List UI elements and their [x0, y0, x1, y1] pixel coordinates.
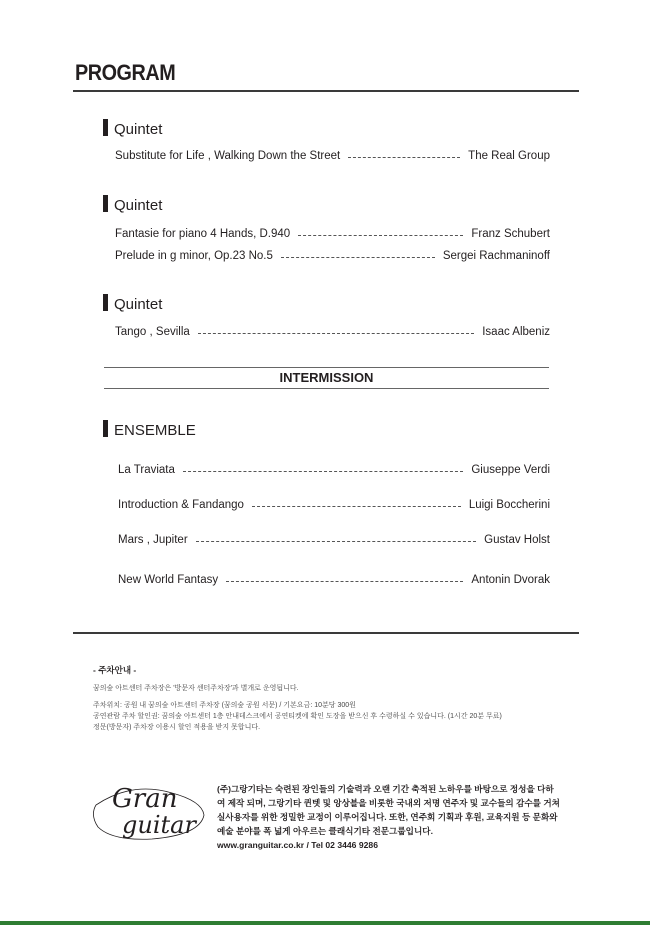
section-marker [103, 119, 108, 136]
section-marker [103, 420, 108, 437]
program-row [115, 250, 550, 262]
piece-title: Mars , Jupiter [118, 534, 188, 546]
program-bottom-divider [73, 632, 579, 634]
composer-name: Luigi Boccherini [468, 499, 550, 511]
leader-dots [226, 581, 463, 582]
program-row [118, 574, 550, 586]
parking-line: 주차위치: 공원 내 꿈의숲 아트센터 주차장 (꿈의숲 공원 서문) / 기본요금: 10분당 300원 [93, 702, 356, 709]
composer-name: Gustav Holst [484, 534, 550, 546]
program-row [115, 228, 550, 240]
leader-dots [198, 333, 474, 334]
intermission-top-rule [104, 367, 549, 368]
leader-dots [348, 157, 460, 158]
program-row [115, 326, 550, 338]
composer-name: Antonin Dvorak [471, 574, 550, 586]
program-row [118, 499, 550, 511]
piece-title: La Traviata [118, 464, 175, 476]
section-heading [103, 195, 162, 214]
section-label: Quintet [114, 197, 163, 214]
granguitar-logo [92, 775, 207, 845]
intermission-bottom-rule [104, 388, 549, 389]
piece-title: Substitute for Life , Walking Down the Street [115, 150, 341, 162]
section-label: Quintet [114, 121, 163, 138]
company-name: (주)그랑기타 [217, 784, 265, 794]
program-row [118, 464, 550, 476]
composer-name: Sergei Rachmaninoff [442, 250, 550, 262]
section-marker [103, 294, 108, 311]
intermission-label: INTERMISSION [279, 370, 374, 385]
leader-dots [298, 235, 463, 236]
program-row [118, 534, 550, 546]
footer-accent-line [0, 921, 650, 925]
company-description: 는 숙련된 장인들의 기술력과 오랜 기간 축적된 노하우를 바탕으로 정성을 다하여 제작 되며, 그랑기타 퀸텟 및 앙상블을 비롯한 국내외 저명 연주자 및 교수들의 감수를 거쳐 실사용자를 위한 정밀한 교정이 이루어집니다. 또한, 연주회 기획과 후원, 교육지원 등 문화와 예술 분야를 폭 넓게 아우르는 클래식기타 전문그룹입니다. [217, 784, 560, 836]
piece-title: New World Fantasy [118, 574, 219, 586]
parking-line: 꿈의숲 아트센터 주차장은 '방문자 센터주차장'과 별개로 운영됩니다. [93, 685, 299, 692]
leader-dots [281, 257, 435, 258]
composer-name: Franz Schubert [471, 228, 550, 240]
parking-line: 공연관람 주차 할인권: 꿈의숲 아트센터 1층 안내데스크에서 공연티켓에 확인 도장을 받으신 후 수령하실 수 있습니다. (1시간 20분 무료) [93, 713, 502, 720]
section-heading [103, 420, 196, 439]
company-contact: www.granguitar.co.kr / Tel 02 3446 9286 [217, 840, 378, 850]
section-label: ENSEMBLE [114, 422, 196, 439]
title-divider [73, 90, 579, 92]
composer-name: Giuseppe Verdi [471, 464, 550, 476]
piece-title: Introduction & Fandango [118, 499, 244, 511]
parking-title: - 주차안내 - [93, 665, 137, 675]
section-heading [103, 119, 162, 138]
company-description-block [217, 782, 562, 852]
leader-dots [183, 471, 463, 472]
section-label: Quintet [114, 296, 163, 313]
composer-name: The Real Group [468, 150, 550, 162]
piece-title: Prelude in g minor, Op.23 No.5 [115, 250, 273, 262]
piece-title: Fantasie for piano 4 Hands, D.940 [115, 228, 291, 240]
logo-text-guitar: guitar [122, 811, 196, 839]
section-heading [103, 294, 162, 313]
logo-text-gran: Gran [112, 784, 178, 814]
page-title: PROGRAM [75, 60, 176, 85]
parking-line: 정문(방문자) 주차장 이용시 할인 적용을 받지 못합니다. [93, 724, 261, 731]
section-marker [103, 195, 108, 212]
leader-dots [252, 506, 461, 507]
piece-title: Tango , Sevilla [115, 326, 190, 338]
program-row [115, 150, 550, 162]
composer-name: Isaac Albeniz [482, 326, 550, 338]
leader-dots [196, 541, 477, 542]
